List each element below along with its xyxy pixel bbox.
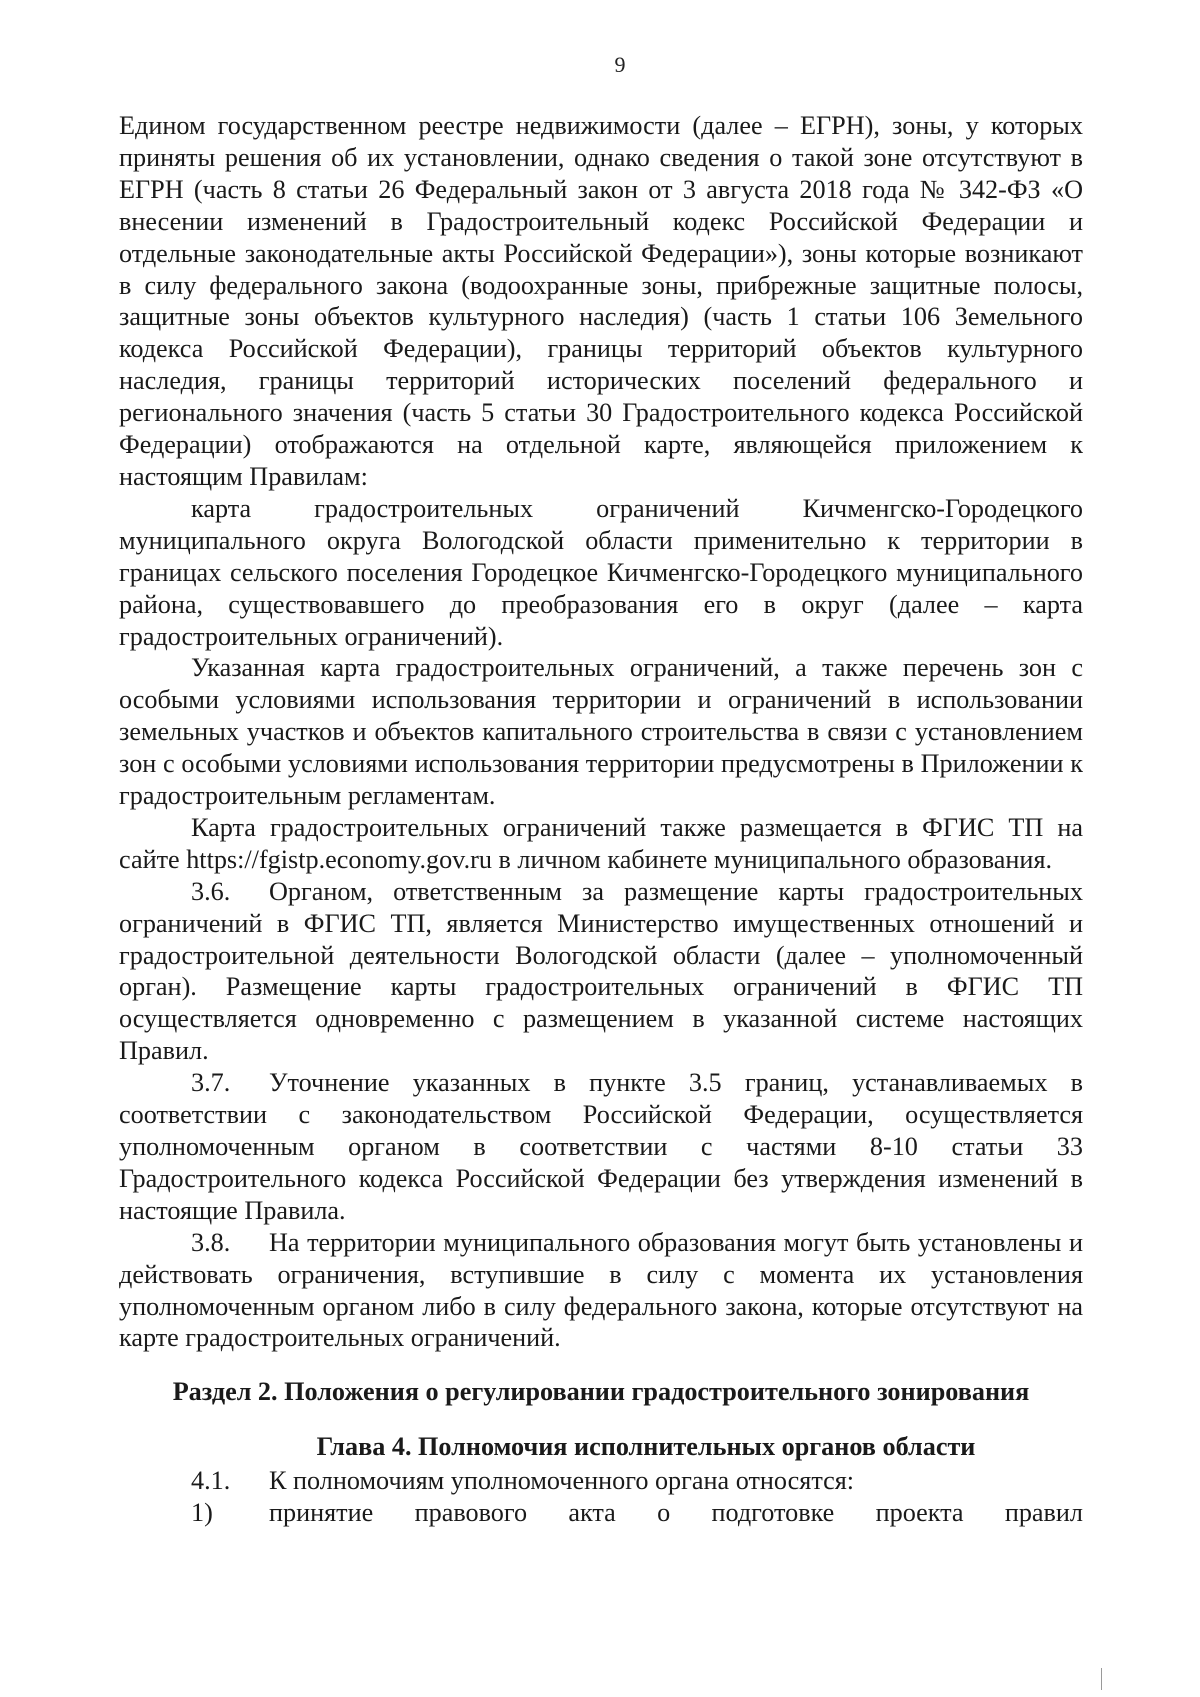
clause-number: 3.8. xyxy=(191,1227,231,1257)
scan-margin-mark xyxy=(1101,1668,1102,1690)
paragraph-fgis-placement: Карта градостроительных ограничений также размещается в ФГИС ТП на сайте https://fgistp.economy.gov.ru в личном кабинете муниципального образования. xyxy=(119,812,1083,874)
clause-text: Органом, ответственным за размещение карты градостроительных ограничений в ФГИС ТП, является Министерство имущественных отношений и градостроительной деятельности Вологодской области (далее – уполномоченный орган). Размещение карты градостроительных ограничений в ФГИС ТП осуществляется одновременно с размещением в указанной системе настоящих Правил. xyxy=(119,876,1083,1066)
clause-text: На территории муниципального образования могут быть установлены и действовать ограничения, вступившие в силу с момента их установления уполномоченным органом либо в силу федерального закона, которые отсутствуют на карте градостроительных ограничений. xyxy=(119,1227,1083,1353)
clause-number: 3.6. xyxy=(191,876,231,906)
clause-number: 3.7. xyxy=(191,1068,231,1098)
section-heading: Раздел 2. Положения о регулировании градостроительного зонирования xyxy=(172,1377,1030,1407)
paragraph-zones-egrn: Едином государственном реестре недвижимости (далее – ЕГРН), зоны, у которых приняты решения об их установлении, однако сведения о такой зоне отсутствуют в ЕГРН (часть 8 статьи 26 Федеральный закон от 3 августа 2018 года № 342-ФЗ «О внесении изменений в Градостроительный кодекс Российской Федерации и отдельные законодательные акты Российской Федерации»), зоны которые возникают в силу федерального закона (водоохранные зоны, прибрежные защитные полосы, защитные зоны объектов культурного наследия) (часть 1 статьи 106 Земельного кодекса Российской Федерации), границы территорий объектов культурного наследия, границы территорий исторических поселений федерального и регионального значения (часть 5 статьи 30 Градостроительного кодекса Российской Федерации) отображаются на отдельной карте, являющейся приложением к настоящим Правилам: xyxy=(119,111,1083,491)
list-item-text: принятие правового акта о подготовке проекта правил xyxy=(269,1498,1083,1528)
clause-3-6 xyxy=(119,876,1083,1067)
page-number: 9 xyxy=(614,52,626,77)
clause-4-1 xyxy=(119,1465,1083,1497)
clause-number: 4.1. xyxy=(191,1466,231,1496)
paragraph-map-appendix: Указанная карта градостроительных ограничений, а также перечень зон с особыми условиями использования территории и ограничений в использовании земельных участков и объектов капитального строительства в связи с установлением зон с особыми условиями использования территории предусмотрены в Приложении к градостроительным регламентам. xyxy=(119,653,1083,811)
clause-3-8 xyxy=(119,1227,1083,1355)
clause-3-7 xyxy=(119,1067,1083,1227)
chapter-heading: Глава 4. Полномочия исполнительных органов области xyxy=(316,1432,976,1462)
clause-text: Уточнение указанных в пункте 3.5 границ, устанавливаемых в соответствии с законодательством Российской Федерации, осуществляется уполномоченным органом в соответствии с частями 8-10 статьи 33 Градостроительного кодекса Российской Федерации без утверждения изменений в настоящие Правила. xyxy=(119,1068,1083,1225)
list-item-number: 1) xyxy=(191,1498,213,1528)
list-item-1 xyxy=(119,1497,1083,1529)
document-body xyxy=(119,110,1083,1529)
clause-text: К полномочиям уполномоченного органа относятся: xyxy=(269,1466,855,1496)
paragraph-restrictions-map: карта градостроительных ограничений Кичменгско-Городецкого муниципального округа Вологодской области применительно к территории в границах сельского поселения Городецкое Кичменгско-Городецкого муниципального района, существовавшего до преобразования его в округ (далее – карта градостроительных ограничений). xyxy=(119,493,1083,651)
